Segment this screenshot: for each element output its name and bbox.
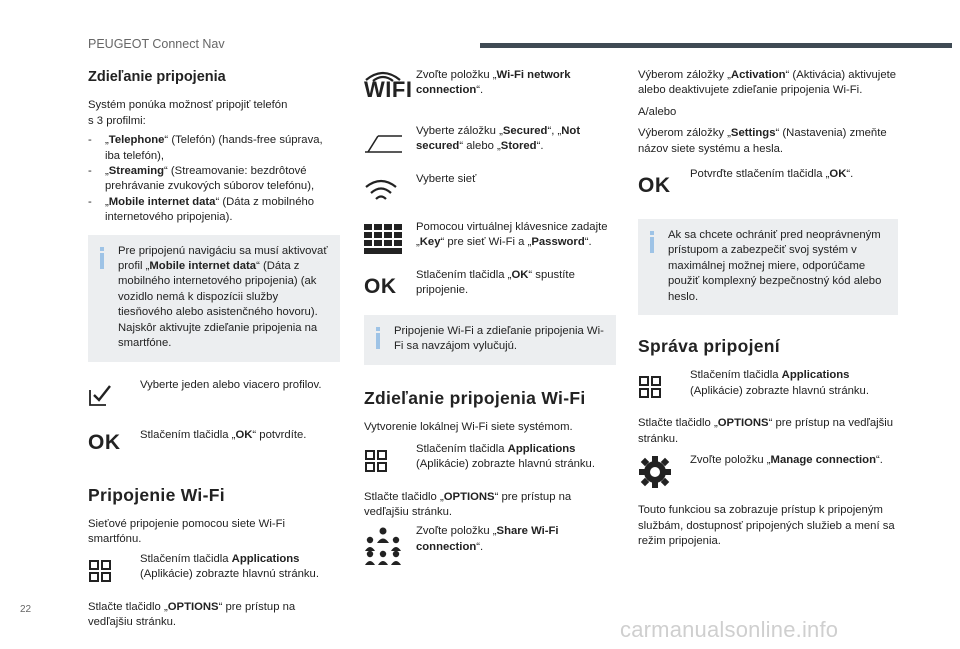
header-bar — [480, 43, 952, 48]
ok-icon: OK — [364, 275, 397, 299]
step-keyboard: Pomocou virtuálnej klávesnice zadajte „Key“ pre sieť Wi-Fi a „Password“. — [364, 220, 616, 258]
profile-telephone: - „Telephone“ (Telefón) (hands-free súprava, iba telefón), — [88, 134, 323, 162]
heading-wifi-connection: Pripojenie Wi-Fi — [88, 484, 225, 505]
header-label: PEUGEOT Connect Nav — [88, 37, 225, 51]
step-select-network: Vyberte sieť — [364, 172, 616, 210]
options-text: Stlačte tlačidlo „OPTIONS“ pre prístup na vedľajšiu stránku. — [88, 600, 296, 629]
step-select-profiles: Vyberte jeden alebo viacero profilov. — [88, 376, 340, 414]
share-intro: Vytvorenie lokálnej Wi-Fi siete systémom. — [364, 421, 573, 434]
heading-manage-connections: Správa pripojení — [638, 336, 780, 357]
heading-connection-sharing: Zdieľanie pripojenia — [88, 69, 226, 85]
info-note: Pre pripojenú navigáciu sa musí aktivovať profil „Mobile internet data“ (Dáta z mobilného internetového pripojenia) (ak vozidlo nemá k dispozícii služby tiesňového alebo asistenčného hovoru). Najskôr aktivujte zdieľanie pripojenia na smartfóne. — [88, 235, 340, 362]
ok-icon: OK — [88, 430, 121, 454]
column-2 — [364, 62, 616, 576]
info-note: Pripojenie Wi-Fi a zdieľanie pripojenia Wi-Fi sa navzájom vylučujú. — [364, 315, 616, 365]
heading-wifi-sharing: Zdieľanie pripojenia Wi-Fi — [364, 387, 586, 408]
profile-streaming: - „Streaming“ (Streamovanie: bezdrôtové prehrávanie zvukových súborov telefónu), — [88, 165, 315, 193]
wifi-intro: Sieťové pripojenie pomocou siete Wi-Fi smartfónu. — [88, 517, 286, 546]
wifi-icon: WIFI — [364, 68, 416, 114]
applications-icon — [364, 442, 416, 480]
intro-text: Systém ponúka možnosť pripojiť telefón s 3 profilmi: — [88, 99, 288, 127]
step-wifi-network: WIFI Zvoľte položku „Wi-Fi network connection“. — [364, 68, 616, 114]
info-icon — [98, 247, 106, 269]
final-text: Touto funkciou sa zobrazuje prístup k pripojeným službám, dostupnosť pripojených služieb a mení sa režim pripojenia. — [638, 504, 895, 548]
page-number: 22 — [20, 604, 32, 615]
settings-text: Výberom záložky „Settings“ (Nastavenia) zmeňte názov siete systému a hesla. — [638, 127, 887, 155]
wifi-signal-icon — [364, 172, 416, 210]
watermark: carmanualsonline.info — [620, 617, 839, 642]
step-confirm-ok: OK Potvrďte stlačením tlačidla „OK“. — [638, 168, 854, 198]
keyboard-icon — [364, 220, 416, 258]
step-applications: Stlačením tlačidla Applications (Aplikácie) zobrazte hlavnú stránku. — [88, 552, 340, 590]
info-icon — [648, 231, 656, 253]
applications-icon — [88, 552, 140, 590]
step-ok-connect: OK Stlačením tlačidla „OK“ spustíte pripojenie. — [364, 269, 575, 299]
options-text: Stlačte tlačidlo „OPTIONS“ pre prístup na vedľajšiu stránku. — [364, 490, 572, 519]
gear-icon — [638, 453, 690, 491]
profile-mobile-data: - „Mobile internet data“ (Dáta z mobilného internetového pripojenia). — [88, 195, 315, 224]
or-text: A/alebo — [638, 105, 677, 118]
info-icon — [374, 327, 382, 349]
step-manage-connection: Zvoľte položku „Manage connection“. — [638, 453, 898, 491]
share-people-icon — [364, 524, 416, 568]
step-share-wifi: Zvoľte položku „Share Wi-Fi connection“. — [364, 524, 616, 568]
applications-icon — [638, 368, 690, 406]
column-1 — [88, 62, 340, 635]
info-note: Ak sa chcete ochrániť pred neoprávneným prístupom a zabezpečiť svoj systém v maximálnej možnej miere, odporúčame použiť komplexný bezpečnostný kód alebo heslo. — [638, 219, 898, 315]
activation-text: Výberom záložky „Activation“ (Aktivácia) aktivujete alebo deaktivujete zdieľanie pripojenia Wi-Fi. — [638, 69, 897, 97]
step-applications: Stlačením tlačidla Applications (Aplikácie) zobrazte hlavnú stránku. — [364, 442, 616, 480]
column-3 — [638, 62, 898, 554]
tab-icon — [364, 124, 416, 162]
step-applications: Stlačením tlačidla Applications (Aplikácie) zobrazte hlavnú stránku. — [638, 368, 898, 406]
checkbox-icon — [88, 376, 140, 414]
ok-icon: OK — [638, 174, 671, 198]
step-select-tab: Vyberte záložku „Secured“, „Not secured“ alebo „Stored“. — [364, 124, 616, 162]
step-confirm-ok: OK Stlačením tlačidla „OK“ potvrdíte. — [88, 428, 307, 454]
options-text: Stlačte tlačidlo „OPTIONS“ pre prístup na vedľajšiu stránku. — [638, 417, 894, 445]
